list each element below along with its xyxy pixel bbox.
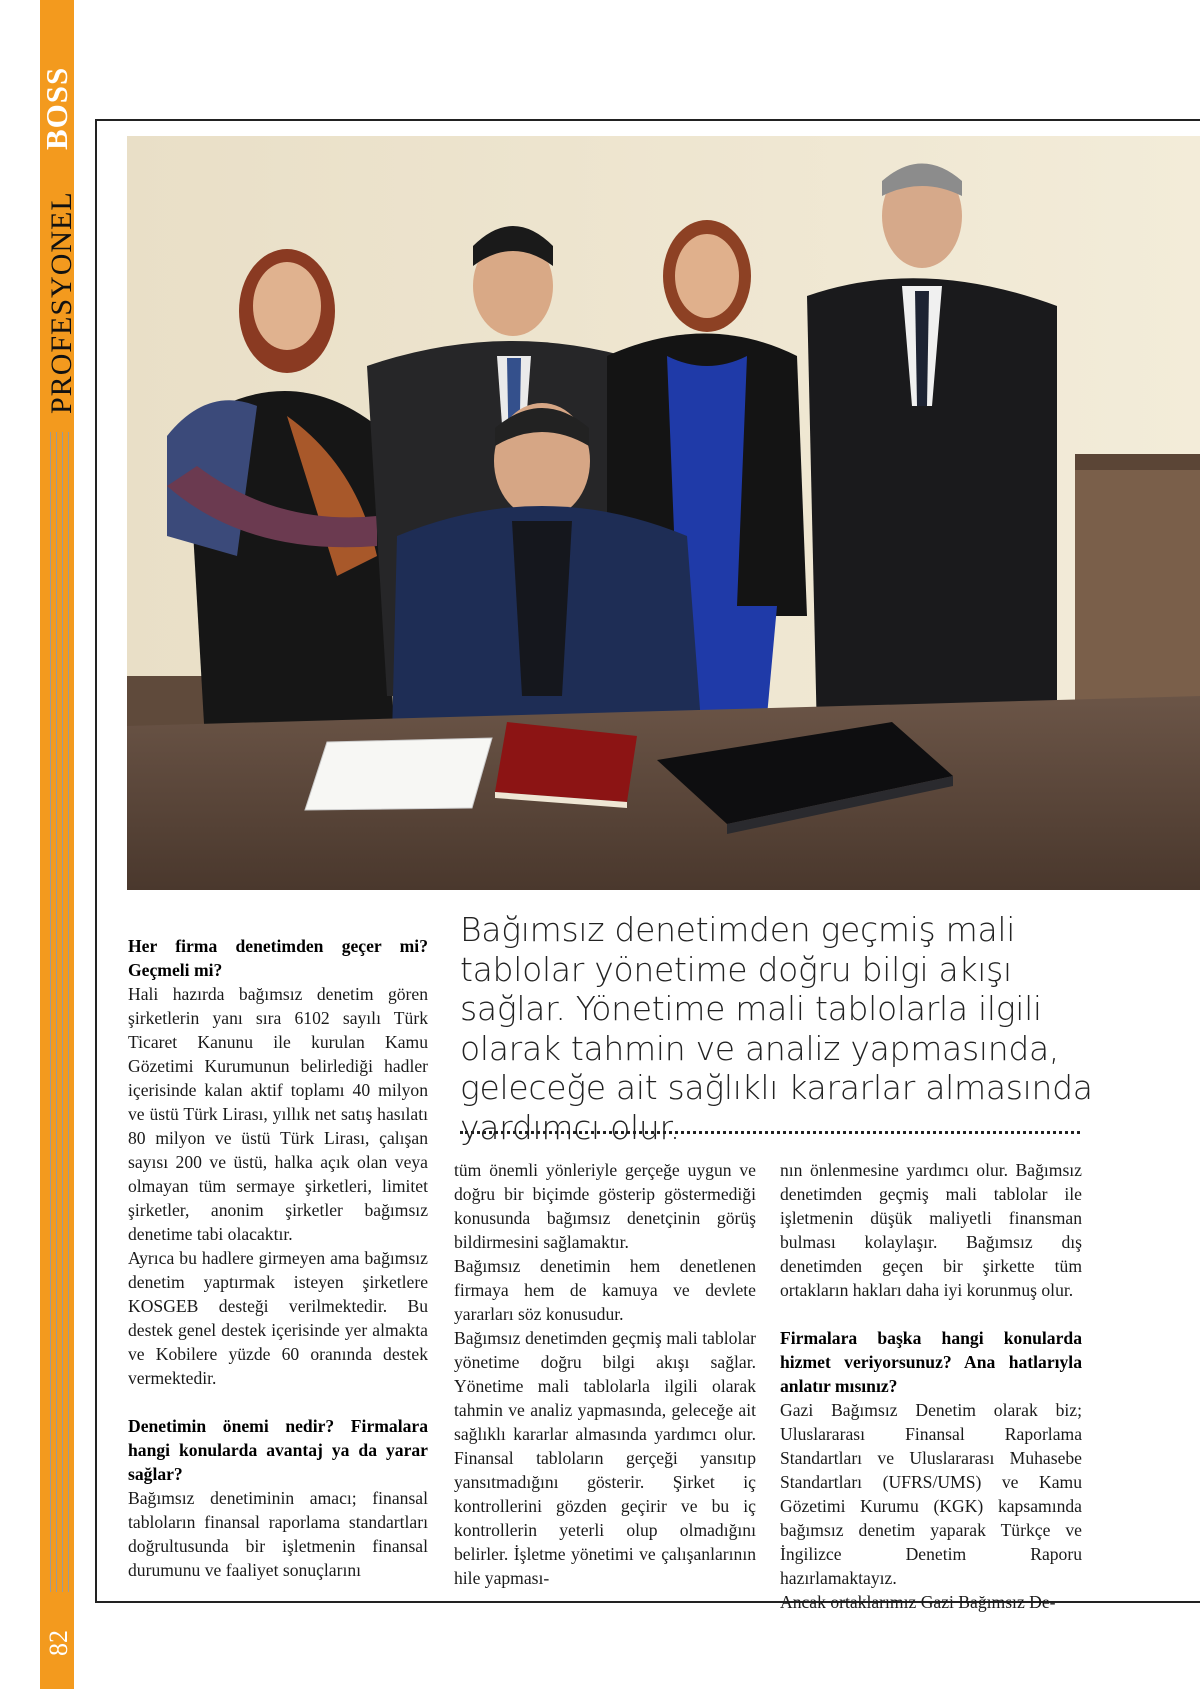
text-column-1 <box>128 934 428 1582</box>
divider-line <box>62 432 63 1592</box>
paragraph: Hali hazırda bağımsız denetim gören şirketlerin yanı sıra 6102 sayılı Türk Ticaret Kanunu ile kurulan Kamu Gözetimi Kurumunun belirlediği hadler içerisinde kalan aktif toplamı 40 milyon ve üstü Türk Lirası, yıllık net satış hasılatı 80 milyon ve üstü Türk Lirası, çalışan sayısı 200 ve üstü, halka açık olan veya olmayan tüm sermaye şirketleri, limitet şirketler, anonim şirketler bağımsız denetime tabi olacaktır. <box>128 984 428 1244</box>
paragraph: Bağımsız denetimin hem denetlenen firmaya hem de kamuya ve devlete yararları söz konusudur. <box>454 1256 756 1324</box>
paragraph: tüm önemli yönleriyle gerçeğe uygun ve doğru bir biçimde gösterip göstermediği konusunda bağımsız denetçinin görüş bildirmesini sağlamaktır. <box>454 1160 756 1252</box>
question-heading: Firmalara başka hangi konularda hizmet veriyorsunuz? Ana hatlarıyla anlatır mısınız? <box>780 1328 1082 1396</box>
brand-boss-text: BOSS <box>39 66 74 150</box>
divider-line <box>50 432 51 1592</box>
paragraph: Bağımsız denetiminin amacı; finansal tabloların finansal raporlama standartları doğrultusunda bir işletmenin finansal durumunu ve faaliyet sonuçlarını <box>128 1488 428 1580</box>
paragraph: Ayrıca bu hadlere girmeyen ama bağımsız denetim yaptırmak isteyen şirketlere KOSGEB desteği verilmektedir. Bu destek genel destek içerisinde yer almakta ve Kobilere yüzde 60 oranında destek vermektedir. <box>128 1248 428 1388</box>
dotted-divider <box>460 1131 1080 1134</box>
paragraph: Ancak ortaklarımız Gazi Bağımsız De- <box>780 1592 1056 1612</box>
text-column-3 <box>780 1158 1082 1614</box>
paragraph: Gazi Bağımsız Denetim olarak biz; Uluslararası Finansal Raporlama Standartları ve Uluslararası Muhasebe Standartları (UFRS/UMS) ve Kamu Gözetimi Kurumu (KGK) kapsamında bağımsız denetim yaparak Türkçe ve İngilizce Denetim Raporu hazırlamaktayız. <box>780 1400 1082 1588</box>
team-photo-illustration <box>127 136 1200 890</box>
paragraph: Bağımsız denetimden geçmiş mali tablolar yönetime doğru bilgi akışı sağlar. Yönetime mali tablolarla ilgili olarak tahmin ve analiz yapmasında, geleceğe ait sağlıklı kararlar almasında yardımcı olur. Finansal tabloların gerçeği yansıtıp yansıtmadığını gösterir. Şirket iç kontrollerini gözden geçirir ve bu iç kontrollerin yeterli olup olmadığını belirler. İşletme yönetimi ve çalışanlarının hile yapması- <box>454 1328 756 1588</box>
divider-line <box>56 432 57 1592</box>
team-photo <box>127 136 1200 890</box>
text-column-2 <box>454 1158 756 1590</box>
question-heading: Her firma denetimden geçer mi? Geçmeli mi? <box>128 936 428 980</box>
divider-line <box>68 432 69 1592</box>
pull-quote: Bağımsız denetimden geçmiş mali tablolar yönetime doğru bilgi akışı sağlar. Yönetime mali tablolarla ilgili olarak tahmin ve analiz yapmasında, geleceğe ait sağlıklı kararlar almasında yardımcı olur. <box>460 910 1093 1147</box>
page-number-text: 82 <box>44 1630 73 1656</box>
brand-prefix-text: PROFESYONEL <box>45 191 78 414</box>
question-heading: Denetimin önemi nedir? Firmalara hangi konularda avantaj ya da yarar sağlar? <box>128 1416 428 1484</box>
paragraph: nın önlenmesine yardımcı olur. Bağımsız denetimden geçmiş mali tablolar ile işletmenin düşük maliyetli finansman bulması kolaylaşır. Bağımsız dış denetimden geçen bir şirkette tüm ortakların hakları daha iyi korunmuş olur. <box>780 1160 1082 1300</box>
